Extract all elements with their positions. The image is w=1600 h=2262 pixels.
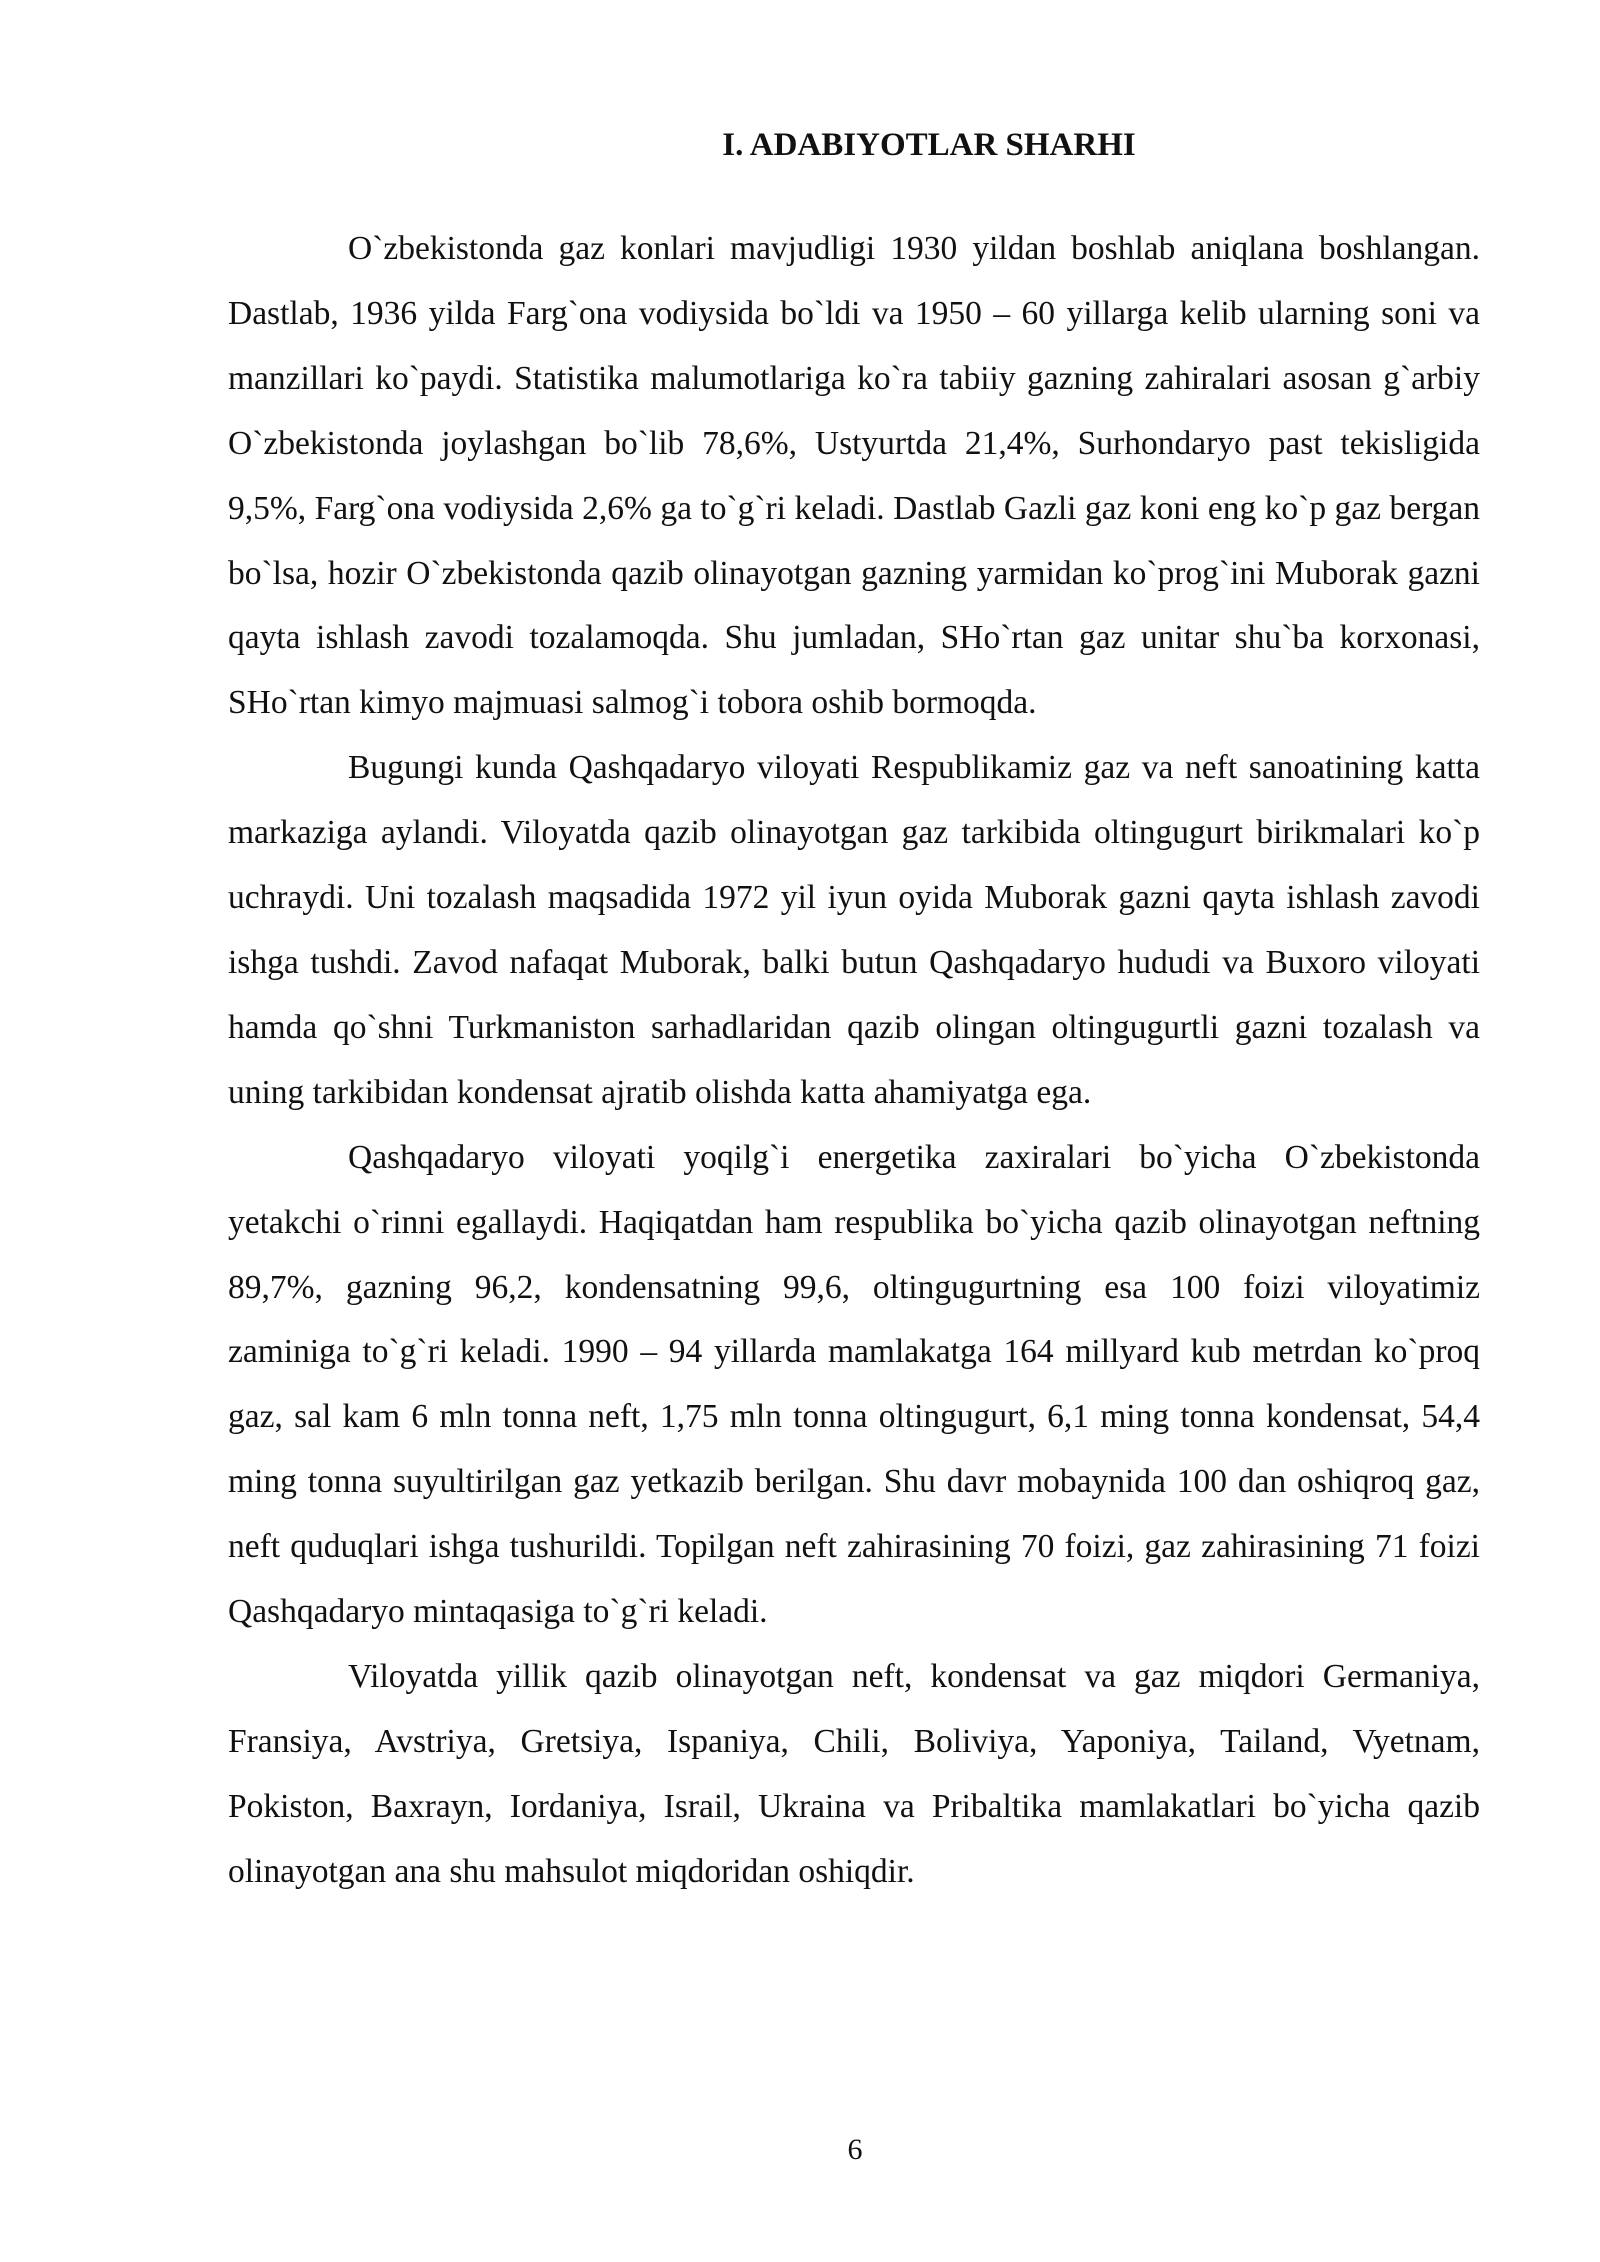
- paragraph-country-comparison: Viloyatda yillik qazib olinayotgan neft, kondensat va gaz miqdori Germaniya, Fransiya, Avstriya, Gretsiya, Ispaniya, Chili, Boliviya, Yaponiya, Tailand, Vyetnam, Pokiston, Baxrayn, Iordaniya, Israil, Ukraina va Pribaltika mamlakatlari bo`yicha qazib olinayotgan ana shu mahsulot miqdoridan oshiqdir.: [228, 1657, 1480, 1890]
- section-title: I. ADABIYOTLAR SHARHI: [722, 127, 1136, 163]
- paragraph-energy-reserves: Qashqadaryo viloyati yoqilg`i energetika zaxiralari bo`yicha O`zbekistonda yetakchi o`rinni egallaydi. Haqiqatdan ham respublika bo`yicha qazib olinayotgan neftning 89,7%, gazning 96,2, kondensatning 99,6, oltingugurtning esa 100 foizi viloyatimiz zaminiga to`g`ri keladi. 1990 – 94 yillarda mamlakatga 164 millyard kub metrdan ko`proq gaz, sal kam 6 mln tonna neft, 1,75 mln tonna oltingugurt, 6,1 ming tonna kondensat, 54,4 ming tonna suyultirilgan gaz yetkazib berilgan. Shu davr mobaynida 100 dan oshiqroq gaz, neft quduqlari ishga tushurildi. Topilgan neft zahirasining 70 foizi, gaz zahirasining 71 foizi Qashqadaryo mintaqasiga to`g`ri keladi.: [228, 1138, 1480, 1631]
- page-number: 6: [847, 2133, 863, 2166]
- paragraph-kashkadarya-industry: Bugungi kunda Qashqadaryo viloyati Respublikamiz gaz va neft sanoatining katta markaziga aylandi. Viloyatda qazib olinayotgan gaz tarkibida oltingugurt birikmalari ko`p uchraydi. Uni tozalash maqsadida 1972 yil iyun oyida Muborak gazni qayta ishlash zavodi ishga tushdi. Zavod nafaqat Muborak, balki butun Qashqadaryo hududi va Buxoro viloyati hamda qo`shni Turkmaniston sarhadlaridan qazib olingan oltingugurtli gazni tozalash va uning tarkibidan kondensat ajratib olishda katta ahamiyatga ega.: [228, 749, 1480, 1111]
- paragraph-gas-fields-history: O`zbekistonda gaz konlari mavjudligi 1930 yildan boshlab aniqlana boshlangan. Dastlab, 1936 yilda Farg`ona vodiysida bo`ldi va 1950 – 60 yillarga kelib ularning soni va manzillari ko`paydi. Statistika malumotlariga ko`ra tabiiy gazning zahiralari asosan g`arbiy O`zbekistonda joylashgan bo`lib 78,6%, Ustyurtda 21,4%, Surhondaryo past tekisligida 9,5%, Farg`ona vodiysida 2,6% ga to`g`ri keladi. Dastlab Gazli gaz koni eng ko`p gaz bergan bo`lsa, hozir O`zbekistonda qazib olinayotgan gazning yarmidan ko`prog`ini Muborak gazni qayta ishlash zavodi tozalamoqda. Shu jumladan, SHo`rtan gaz unitar shu`ba korxonasi, SHo`rtan kimyo majmuasi salmog`i tobora oshib bormoqda.: [228, 230, 1480, 722]
- page-content: [228, 115, 1480, 1905]
